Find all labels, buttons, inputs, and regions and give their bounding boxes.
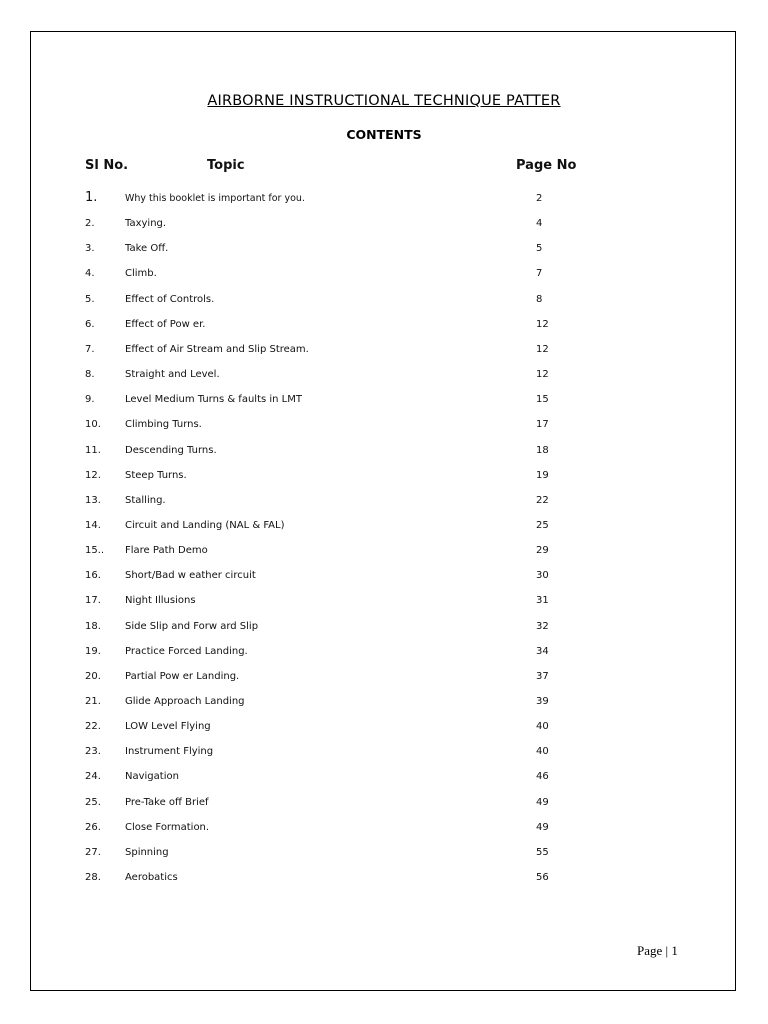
toc-entry-topic: Close Formation.	[125, 821, 210, 833]
toc-entry-topic: Partial Pow er Landing.	[125, 670, 240, 682]
toc-row	[0, 621, 768, 639]
toc-entry-page: 12	[536, 369, 549, 381]
toc-entry-number: 7.	[85, 343, 95, 355]
toc-entry-topic: Side Slip and Forw ard Slip	[125, 620, 259, 632]
toc-row	[0, 746, 768, 764]
toc-entry-number: 20.	[85, 670, 101, 682]
toc-entry-number: 12.	[85, 469, 101, 481]
toc-row	[0, 671, 768, 689]
toc-row	[0, 394, 768, 412]
toc-row	[0, 419, 768, 437]
toc-entry-page: 4	[536, 218, 543, 230]
toc-entry-page: 40	[536, 746, 549, 758]
toc-row	[0, 520, 768, 538]
toc-row	[0, 369, 768, 387]
toc-entry-topic: Straight and Level.	[125, 369, 220, 381]
toc-entry-page: 49	[536, 796, 549, 808]
toc-row	[0, 545, 768, 563]
toc-entry-number: 11.	[85, 444, 101, 456]
toc-row	[0, 570, 768, 588]
toc-entry-topic: Descending Turns.	[125, 444, 217, 456]
toc-entry-page: 29	[536, 545, 549, 557]
toc-entry-topic: Spinning	[125, 846, 169, 858]
toc-entry-number: 23.	[85, 746, 101, 758]
contents-heading: CONTENTS	[346, 127, 422, 142]
toc-entry-page: 46	[536, 771, 549, 783]
toc-entry-page: 56	[536, 872, 549, 884]
toc-entry-number: 4.	[85, 268, 95, 280]
toc-entry-page: 22	[536, 494, 549, 506]
toc-row	[0, 847, 768, 865]
toc-entry-topic: LOW Level Flying	[125, 721, 211, 733]
toc-row	[0, 721, 768, 739]
toc-entry-page: 30	[536, 570, 549, 582]
toc-entry-topic: Pre-Take off Brief	[125, 796, 209, 808]
toc-entry-number: 17.	[85, 595, 101, 607]
toc-entry-topic: Glide Approach Landing	[125, 696, 245, 707]
toc-row	[0, 872, 768, 890]
toc-row	[0, 294, 768, 312]
toc-row	[0, 797, 768, 815]
toc-entry-page: 5	[536, 243, 543, 255]
column-header-sl-no: Sl No.	[85, 158, 129, 173]
toc-entry-number: 2.	[85, 218, 95, 230]
toc-entry-topic: Short/Bad w eather circuit	[125, 570, 256, 582]
toc-row	[0, 319, 768, 337]
toc-entry-number: 26.	[85, 821, 101, 833]
toc-row	[0, 218, 768, 236]
toc-entry-number: 6.	[85, 318, 95, 330]
toc-entry-number: 19.	[85, 645, 101, 657]
toc-row	[0, 822, 768, 840]
toc-entry-topic: Climbing Turns.	[125, 419, 202, 431]
toc-entry-topic: Climb.	[125, 268, 157, 280]
toc-row	[0, 445, 768, 463]
toc-entry-page: 40	[536, 721, 549, 733]
toc-entry-topic: Effect of Air Stream and Slip Stream.	[125, 343, 309, 355]
toc-entry-topic: Navigation	[125, 771, 179, 783]
toc-entry-topic: Practice Forced Landing.	[125, 645, 248, 657]
column-header-topic: Topic	[207, 158, 245, 173]
toc-entry-topic: Take Off.	[125, 243, 169, 255]
toc-entry-topic: Effect of Controls.	[125, 293, 215, 305]
toc-entry-topic: Instrument Flying	[125, 746, 214, 758]
toc-entry-page: 31	[536, 595, 549, 607]
toc-entry-page: 34	[536, 645, 549, 657]
toc-entry-page: 55	[536, 846, 549, 858]
toc-entry-page: 17	[536, 419, 549, 431]
toc-row	[0, 696, 768, 714]
toc-entry-page: 12	[536, 343, 549, 355]
toc-entry-page: 32	[536, 620, 549, 632]
toc-entry-page: 37	[536, 670, 549, 682]
toc-entry-page: 18	[536, 444, 549, 456]
toc-entry-page: 2	[536, 193, 543, 204]
toc-row	[0, 344, 768, 362]
toc-entry-number: 9.	[85, 394, 95, 406]
toc-row	[0, 243, 768, 261]
toc-entry-number: 3.	[85, 243, 95, 255]
toc-entry-number: 10.	[85, 419, 101, 431]
toc-entry-number: 24.	[85, 771, 101, 783]
toc-entry-number: 13.	[85, 494, 101, 506]
toc-entry-number: 25.	[85, 796, 101, 808]
toc-row	[0, 190, 768, 211]
toc-entry-page: 7	[536, 268, 543, 280]
column-header-page-no: Page No	[516, 158, 577, 173]
toc-entry-number: 18.	[85, 620, 101, 632]
toc-entry-page: 19	[536, 469, 549, 481]
toc-entry-number: 28.	[85, 872, 101, 884]
toc-row	[0, 771, 768, 789]
toc-entry-number: 15..	[85, 545, 105, 557]
toc-entry-number: 5.	[85, 293, 95, 305]
toc-entry-page: 15	[536, 394, 549, 406]
toc-entry-topic: Level Medium Turns & faults in LMT	[125, 394, 302, 406]
toc-entry-topic: Effect of Pow er.	[125, 318, 206, 330]
toc-entry-topic: Why this booklet is important for you.	[125, 193, 305, 204]
toc-entry-topic: Circuit and Landing (NAL & FAL)	[125, 519, 285, 531]
toc-entry-topic: Stalling.	[125, 494, 166, 506]
toc-entry-page: 25	[536, 519, 549, 531]
toc-entry-page: 8	[536, 293, 543, 305]
toc-row	[0, 470, 768, 488]
toc-entry-topic: Night Illusions	[125, 595, 196, 607]
toc-row	[0, 646, 768, 664]
toc-entry-page: 49	[536, 821, 549, 833]
toc-row	[0, 268, 768, 286]
toc-entry-number: 16.	[85, 570, 101, 582]
page-footer: Page | 1	[637, 943, 678, 958]
toc-entry-number: 27.	[85, 846, 101, 858]
toc-entry-number: 14.	[85, 519, 101, 531]
toc-entry-number: 1.	[85, 190, 98, 205]
toc-row	[0, 595, 768, 613]
toc-entry-number: 8.	[85, 369, 95, 381]
toc-entry-number: 22.	[85, 721, 101, 733]
toc-entry-topic: Flare Path Demo	[125, 545, 208, 557]
toc-entry-page: 39	[536, 696, 549, 707]
toc-entry-topic: Steep Turns.	[125, 469, 187, 481]
toc-entry-topic: Aerobatics	[125, 872, 178, 884]
toc-entry-page: 12	[536, 318, 549, 330]
toc-row	[0, 495, 768, 513]
toc-entry-topic: Taxying.	[125, 218, 167, 230]
toc-entry-number: 21.	[85, 696, 101, 707]
document-title: AIRBORNE INSTRUCTIONAL TECHNIQUE PATTER	[207, 93, 561, 109]
